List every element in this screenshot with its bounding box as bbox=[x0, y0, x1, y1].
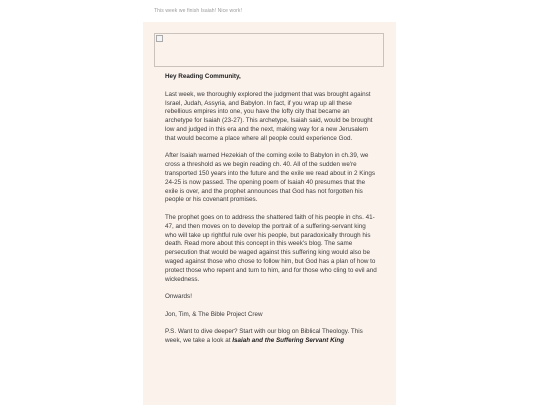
header-image-placeholder bbox=[154, 33, 384, 67]
paragraph-3: The prophet goes on to address the shattered faith of his people in chs. 41-47, and then moves on to develop the portrait of a suffering-servant king who will take up rightful rule over his people, but paradoxically through his death. Read more about this concept in this week's blog. The same persecution that would be waged against this suffering king would also be waged against those who chose to follow him, but God has a plan of how to protect those who repent and turn to him, and for those who cling to evil and wickedness. bbox=[165, 213, 377, 283]
email-card bbox=[143, 22, 396, 405]
paragraph-1: Last week, we thoroughly explored the judgment that was brought against Israel, Judah, Assyria, and Babylon. In fact, if you wrap up all these rebellious empires into one, you have the lofty city that became an archetype for Isaiah (23-27). This archetype, Isaiah said, would be brought low and judged in this era and the next, making way for a new Jerusalem that would become a place where all people could experience God. bbox=[165, 90, 373, 142]
signature: Jon, Tim, & The Bible Project Crew bbox=[165, 310, 263, 318]
postscript-text: P.S. Want to dive deeper? Start with our blog on Biblical Theology. This week, we take a look at bbox=[165, 328, 363, 345]
sign-off: Onwards! bbox=[165, 293, 192, 301]
preheader-text: This week we finish Isaiah! Nice work! bbox=[154, 8, 242, 14]
blog-link[interactable]: Isaiah and the Suffering Servant King bbox=[232, 337, 345, 345]
greeting: Hey Reading Community, bbox=[165, 73, 241, 80]
paragraph-2: After Isaiah warned Hezekiah of the coming exile to Babylon in ch.39, we cross a threshold as we begin reading ch. 40. All of the sudden we're transported 150 years into the future and the exile we read about in 2 Kings 24-25 is now passed. The opening poem of Isaiah 40 presumes that the exile is over, and the prophet announces that God has not forgotten his people or his covenant promises. bbox=[165, 152, 376, 204]
email-body bbox=[165, 73, 377, 355]
postscript bbox=[165, 328, 377, 346]
broken-image-icon bbox=[156, 35, 163, 42]
